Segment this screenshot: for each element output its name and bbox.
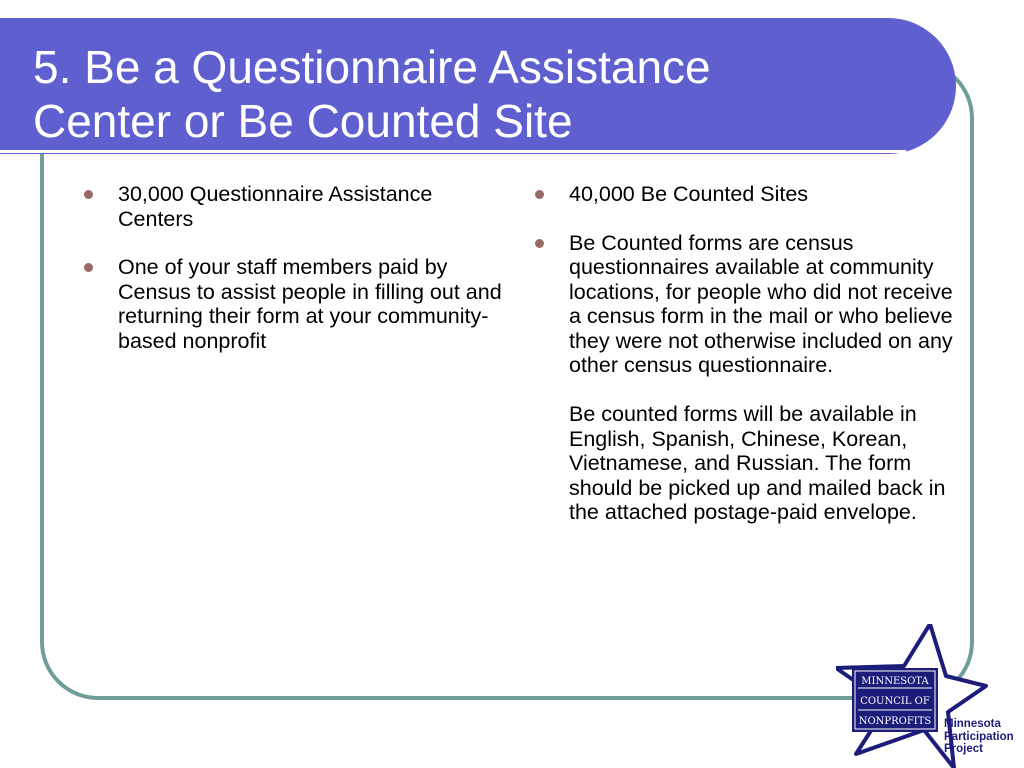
title-underline bbox=[0, 150, 906, 153]
project-line-2: Participation bbox=[944, 730, 1014, 743]
project-line-1: Minnesota bbox=[944, 718, 1001, 730]
left-bullet-list bbox=[84, 182, 504, 353]
bullet-text: 40,000 Be Counted Sites bbox=[569, 182, 809, 206]
bullet-item-staff-paid bbox=[84, 255, 504, 353]
bullet-text-continued: Be counted forms will be available in English, Spanish, Chinese, Korean, Vietnamese, and Russian. The form should be picked up and mailed back in the attached postage-paid envelope. bbox=[569, 402, 946, 524]
seal-line-3: NONPROFITS bbox=[858, 716, 932, 727]
bullet-item-be-counted-count bbox=[535, 182, 955, 207]
bullet-text: 30,000 Questionnaire Assistance Centers bbox=[118, 182, 433, 231]
bullet-item-be-counted-forms bbox=[535, 231, 955, 525]
project-line-3: Project bbox=[944, 743, 983, 755]
seal-line-2: COUNCIL OF bbox=[860, 696, 930, 707]
bullet-text: Be Counted forms are census questionnaires available at community locations, for people who did not receive a census form in the mail or who believe they were not otherwise included on any other census questionnaire. bbox=[569, 230, 953, 377]
slide-title bbox=[33, 40, 913, 148]
left-column bbox=[84, 182, 504, 377]
bullet-text: One of your staff members paid by Census to assist people in filling out and returning their form at your community-based nonprofit bbox=[118, 255, 502, 353]
slide-title-line-2: Center or Be Counted Site bbox=[33, 95, 573, 147]
right-column bbox=[535, 182, 955, 549]
slide-title-line-1: 5. Be a Questionnaire Assistance bbox=[33, 41, 711, 93]
seal-line-1: MINNESOTA bbox=[861, 676, 929, 687]
title-bar bbox=[0, 18, 956, 154]
participation-project-label bbox=[944, 718, 1014, 756]
bullet-item-qac-count bbox=[84, 182, 504, 231]
right-bullet-list bbox=[535, 182, 955, 525]
